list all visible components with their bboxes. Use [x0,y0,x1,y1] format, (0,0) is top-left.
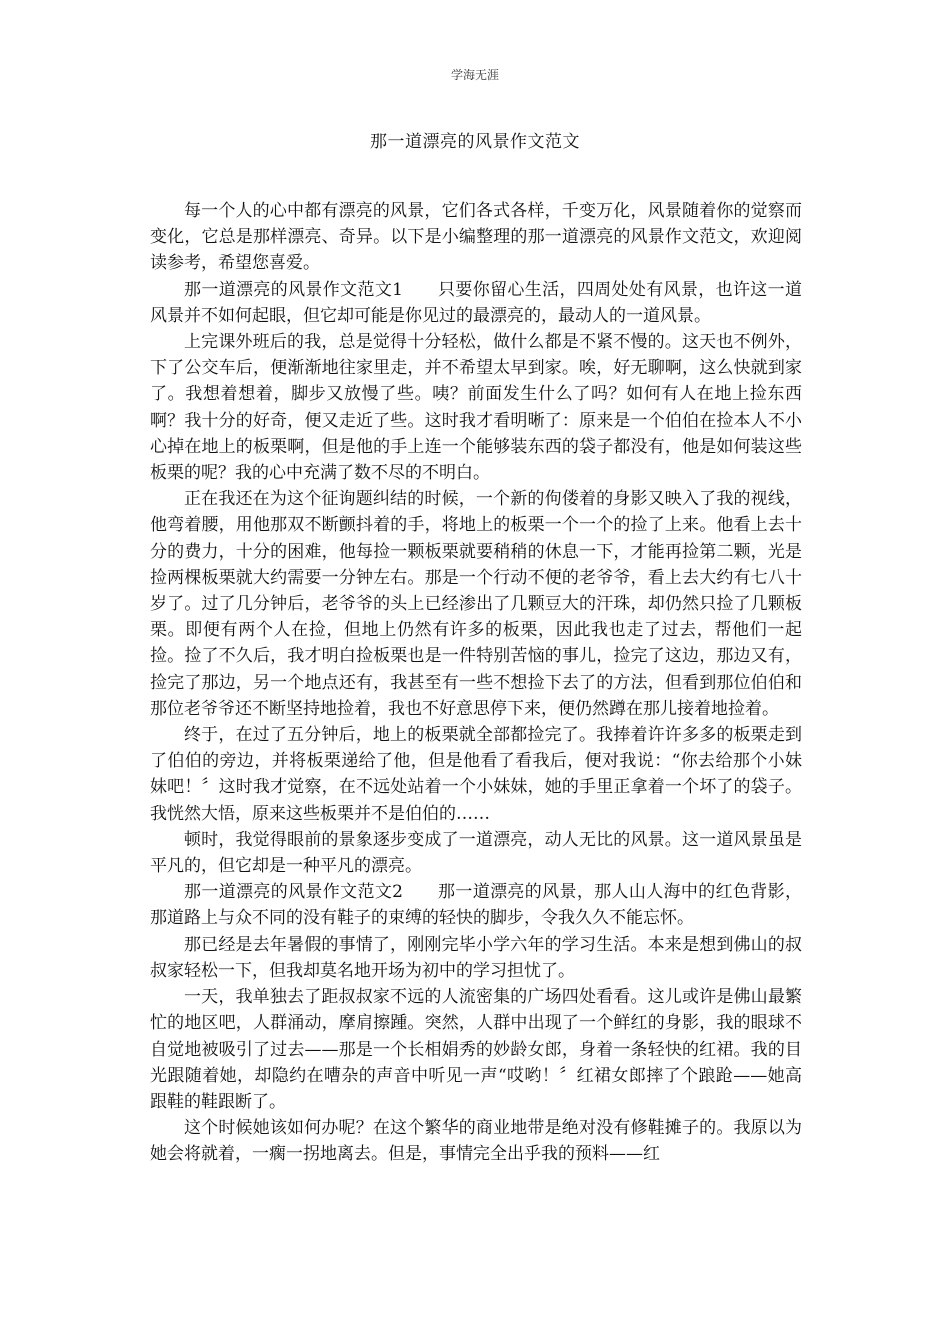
paragraph: 这个时候她该如何办呢？在这个繁华的商业地带是绝对没有修鞋摊子的。我原以为她会将就着，一瘸一拐地离去。但是，事情完全出乎我的预料——红 [150,1118,802,1165]
document-body [150,198,802,1168]
paragraph: 正在我还在为这个征询题纠结的时候，一个新的佝偻着的身影又映入了我的视线，他弯着腰，用他那双不断颤抖着的手，将地上的板栗一个一个的捡了上来。他看上去十分的费力，十分的困难，他每捡一颗板栗就要稍稍的休息一下，才能再捡第二颗，光是捡两棵板栗就大约需要一分钟左右。那是一个行动不便的老爷爷，看上去大约有七八十岁了。过了几分钟后，老爷爷的头上已经渗出了几颗豆大的汗珠，却仍然只捡了几颗板栗。即便有两个人在捡，但地上仍然有许多的板栗，因此我也走了过去，帮他们一起捡。捡了不久后，我才明白捡板栗也是一件特别苦恼的事儿，捡完了这边，那边又有，捡完了那边，另一个地点还有，我甚至有一些不想捡下去了的方法，但看到那位伯伯和那位老爷爷还不断坚持地捡着，我也不好意思停下来，便仍然蹲在那儿接着地捡着。 [150,489,802,719]
page-header: 学海无涯 [450,68,499,82]
paragraph: 那一道漂亮的风景作文范文1 只要你留心生活，四周处处有风景，也许这一道风景并不如何起眼，但它却可能是你见过的最漂亮的，最动人的一道风景。 [150,279,802,326]
paragraph: 一天，我单独去了距叔叔家不远的人流密集的广场四处看看。这儿或许是佛山最繁忙的地区吧，人群涌动，摩肩擦踵。突然，人群中出现了一个鲜红的身影，我的眼球不自觉地被吸引了过去——那是一个长相娟秀的妙龄女郎，身着一条轻快的红裙。我的目光跟随着她，却隐约在嘈杂的声音中听见一声“哎哟！〞红裙女郎摔了个踉跄——她高跟鞋的鞋跟断了。 [150,987,802,1112]
paragraph: 顿时，我觉得眼前的景象逐步变成了一道漂亮，动人无比的风景。这一道风景虽是平凡的，但它却是一种平凡的漂亮。 [150,829,802,877]
paragraph: 那一道漂亮的风景作文范文2 那一道漂亮的风景，那人山人海中的红色背影，那道路上与众不同的没有鞋子的束缚的轻快的脚步，令我久久不能忘怀。 [150,882,802,929]
paragraph: 那已经是去年暑假的事情了，刚刚完毕小学六年的学习生活。本来是想到佛山的叔叔家轻松一下，但我却莫名地开场为初中的学习担忧了。 [150,934,802,981]
paragraph: 每一个人的心中都有漂亮的风景，它们各式各样，千变万化，风景随着你的觉察而变化，它总是那样漂亮、奇异。以下是小编整理的那一道漂亮的风景作文范文，欢迎阅读参考，希望您喜爱。 [150,201,802,274]
paragraph: 终于，在过了五分钟后，地上的板栗就全部都捡完了。我捧着许许多多的板栗走到了伯伯的旁边，并将板栗递给了他，但是他看了看我后，便对我说：“你去给那个小妹妹吧！〞这时我才觉察，在不远处站着一个小妹妹，她的手里正拿着一个坏了的袋子。我恍然大悟，原来这些板栗并不是伯伯的…… [150,725,802,824]
paragraph: 上完课外班后的我，总是觉得十分轻松，做什么都是不紧不慢的。这天也不例外，下了公交车后，便渐渐地往家里走，并不希望太早到家。唉，好无聊啊，这么快就到家了。我想着想着，脚步又放慢了些。咦？前面发生什么了吗？如何有人在地上捡东西啊？我十分的好奇，便又走近了些。这时我才看明晰了：原来是一个伯伯在捡本人不小心掉在地上的板栗啊，但是他的手上连一个能够装东西的袋子都没有，他是如何装这些板栗的呢？我的心中充满了数不尽的不明白。 [150,332,802,484]
document-title: 那一道漂亮的风景作文范文 [370,132,580,152]
